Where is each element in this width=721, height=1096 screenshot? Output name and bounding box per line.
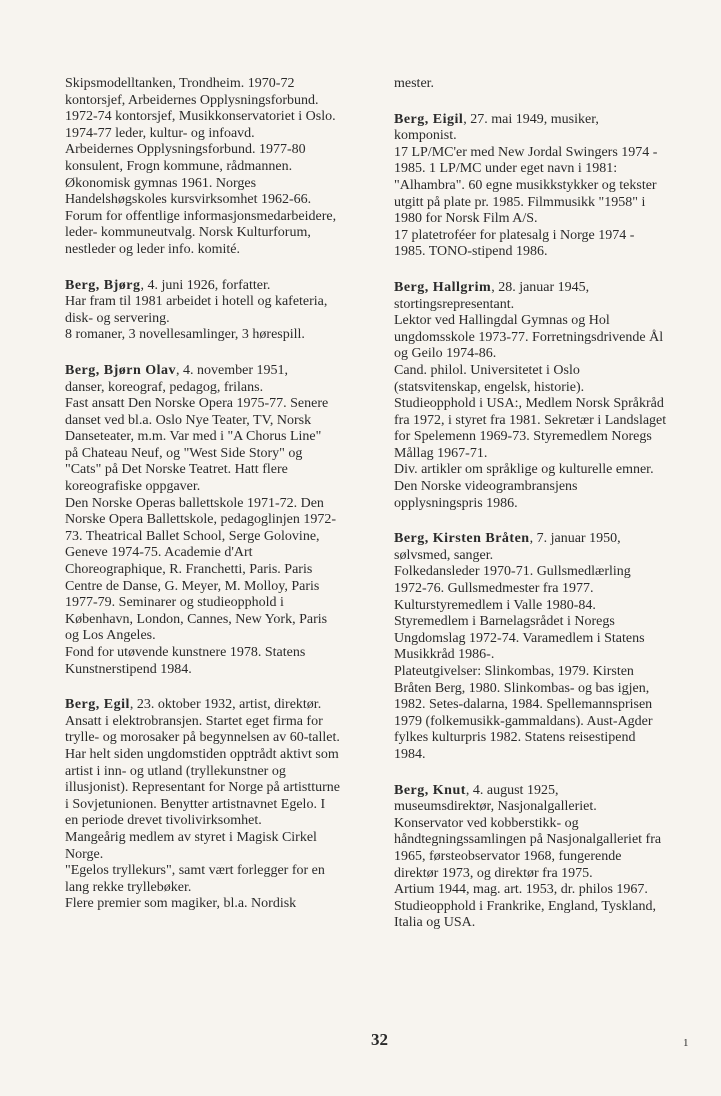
text-line: Arbeidernes Opplysningsforbund. 1977-80 — [65, 142, 306, 158]
text-line: komponist. — [394, 128, 457, 144]
text-line: sølvsmed, sanger. — [394, 547, 494, 563]
text-line: leder- kommuneutvalg. Norsk Kulturforum, — [65, 225, 311, 241]
text-line: artist i inn- og utland (tryllekunstner og — [65, 763, 286, 779]
text-line: opplysningspris 1986. — [394, 495, 518, 511]
entry-heading-rest: , 28. januar 1945, — [491, 279, 590, 295]
entry-heading-rest: , 4. august 1925, — [465, 782, 559, 798]
text-line: 1984. — [394, 746, 426, 762]
text-line: Økonomisk gymnas 1961. Norges — [65, 175, 257, 191]
text-line: Kunstnerstipend 1984. — [65, 661, 192, 677]
text-line: for Spelemenn 1969-73. Styremedlem Noregs — [394, 429, 652, 445]
text-line: Kulturstyremedlem i Valle 1980-84. — [394, 597, 596, 613]
text-line: Bråten Berg, 1980. Slinkombas- og bas igjen, — [394, 680, 650, 696]
text-line: Norge. — [65, 846, 104, 862]
text-line: Lektor ved Hallingdal Gymnas og Hol — [394, 313, 610, 329]
text-line: konsulent, Frogn kommune, rådmannen. — [65, 158, 293, 174]
text-line: "Egelos tryllekurs", samt vært forlegger for en — [65, 863, 325, 879]
text-line: Centre de Danse, G. Meyer, M. Molloy, Paris — [65, 578, 320, 594]
text-line: 17 platetroféer for platesalg i Norge 1974 - — [394, 227, 635, 243]
text-line: lang rekke tryllebøker. — [65, 879, 192, 895]
entry-name: Berg, Bjørg — [65, 277, 141, 293]
text-line: 1979 (folkemusikk-gammaldans). Aust-Agder — [394, 713, 653, 729]
text-line: Ansatt i elektrobransjen. Startet eget firma for — [65, 713, 323, 729]
text-line: 1985. TONO-stipend 1986. — [394, 244, 548, 260]
entry-heading-rest: , 23. oktober 1932, artist, direktør. — [129, 697, 322, 713]
text-line: Geneve 1974-75. Academie d'Art — [65, 545, 253, 561]
text-line: fylkes kulturpris 1982. Statens reisestipend — [394, 730, 636, 746]
text-line: en periode drevet tivolivirksomhet. — [65, 813, 262, 829]
text-line: trylle- og morosaker på begynnelsen av 60-tallet. — [65, 730, 340, 746]
text-line: mester. — [394, 76, 435, 91]
entry-heading — [65, 363, 370, 380]
text-line: Norske Opera Ballettskole, pedagoglinjen 1972- — [65, 512, 336, 528]
text-line: håndtegningssamlingen på Nasjonalgalleriet fra — [394, 832, 662, 848]
text-line: Choreographique, R. Franchetti, Paris. Paris — [65, 562, 313, 578]
text-line: Studieopphold i USA:, Medlem Norsk Språkråd — [394, 396, 664, 412]
text-line: 1974-77 leder, kultur- og infoavd. — [65, 125, 255, 141]
entry-heading-rest: , 7. januar 1950, — [529, 531, 621, 547]
biography-entry — [394, 531, 699, 763]
text-line: danser, koreograf, pedagog, frilans. — [65, 379, 264, 395]
text-line: og Geilo 1974-86. — [394, 346, 497, 362]
text-line: Italia og USA. — [394, 915, 476, 931]
entry-name: Berg, Egil — [65, 697, 130, 713]
text-line: 1977-79. Seminarer og studieopphold i — [65, 595, 284, 611]
biography-entry — [65, 697, 370, 913]
entry-name: Berg, Knut — [394, 782, 466, 798]
text-line: Danseteater, m.m. Var med i "A Chorus Line" — [65, 429, 322, 445]
text-line: Den Norske Operas ballettskole 1971-72. Den — [65, 495, 324, 511]
text-line: 1965, førsteobservator 1968, fungerende — [394, 848, 622, 864]
text-line: museumsdirektør, Nasjonalgalleriet. — [394, 799, 597, 815]
text-line: Flere premier som magiker, bl.a. Nordisk — [65, 896, 297, 912]
text-line: 73. Theatrical Ballet School, Serge Golovine, — [65, 528, 320, 544]
entry-name: Berg, Bjørn Olav — [65, 362, 177, 378]
text-line: illusjonist). Representant for Norge på artistturne — [65, 780, 341, 796]
entry-heading-rest: , 27. mai 1949, musiker, — [463, 111, 599, 127]
text-line: Forum for offentlige informasjonsmedarbeidere, — [65, 208, 337, 224]
left-column — [65, 76, 370, 932]
text-line: Mållag 1967-71. — [394, 445, 488, 461]
page-number: 32 — [371, 1030, 388, 1049]
text-line: 1972-74 kontorsjef, Musikkonservatoriet i Oslo. — [65, 109, 336, 125]
text-line: Ungdomslag 1972-74. Varamedlem i Statens — [394, 630, 645, 646]
text-line: Fast ansatt Den Norske Opera 1975-77. Senere — [65, 396, 329, 412]
text-line: Cand. philol. Universitetet i Oslo — [394, 362, 580, 378]
biography-entry — [394, 280, 699, 512]
corner-mark: 1 — [683, 1037, 689, 1049]
entry-name: Berg, Kirsten Bråten — [394, 531, 530, 547]
biography-entry — [394, 112, 699, 261]
biography-entry — [394, 783, 699, 932]
entry-name: Berg, Eigil — [394, 111, 464, 127]
entry-heading-rest: , 4. juni 1926, forfatter. — [140, 277, 271, 293]
text-line: Studieopphold i Frankrike, England, Tyskland, — [394, 898, 657, 914]
text-line: 8 romaner, 3 novellesamlinger, 3 hørespill. — [65, 327, 305, 343]
text-line: Handelshøgskoles kursvirksomhet 1962-66. — [65, 192, 312, 208]
entry-heading — [394, 783, 699, 800]
text-line: (statsvitenskap, engelsk, historie). — [394, 379, 585, 395]
text-line: Fond for utøvende kunstnere 1978. Statens — [65, 645, 306, 660]
text-line: 1985. 1 LP/MC under eget navn i 1981: — [394, 161, 618, 177]
entry-heading — [394, 112, 699, 129]
text-line: Plateutgivelser: Slinkombas, 1979. Kirsten — [394, 664, 634, 679]
biography-entry — [65, 278, 370, 344]
text-line: utgitt på plate pr. 1985. Filmmusikk "1958" i — [394, 194, 646, 210]
continuation-paragraph — [65, 76, 370, 259]
text-line: København, London, Cannes, New York, Paris — [65, 611, 328, 627]
entry-heading — [394, 280, 699, 297]
text-line: nestleder og leder info. komité. — [65, 241, 240, 257]
entry-heading — [65, 697, 370, 714]
entry-name: Berg, Hallgrim — [394, 279, 492, 295]
right-column — [394, 76, 699, 951]
text-line: og Los Angeles. — [65, 628, 156, 644]
text-line: koreografiske oppgaver. — [65, 479, 201, 495]
text-line: på Chateau Neuf, og "West Side Story" og — [65, 445, 303, 461]
text-line: Skipsmodelltanken, Trondheim. 1970-72 — [65, 76, 295, 91]
text-line: Styremedlem i Barnelagsrådet i Noregs — [394, 614, 615, 630]
text-line: 1980 for Norsk Film A/S. — [394, 211, 538, 227]
entry-heading-rest: , 4. november 1951, — [176, 362, 289, 378]
entry-heading — [394, 531, 699, 548]
text-line: 1982. Setes-dalarna, 1984. Spellemannsprisen — [394, 697, 653, 713]
text-line: stortingsrepresentant. — [394, 296, 515, 312]
text-line: "Alhambra". 60 egne musikkstykker og tekster — [394, 177, 657, 193]
text-line: Div. artikler om språklige og kulturelle emner. — [394, 462, 654, 478]
text-line: Konservator ved kobberstikk- og — [394, 815, 579, 831]
text-line: Den Norske videogrambransjens — [394, 479, 578, 495]
text-line: Har fram til 1981 arbeidet i hotell og kafeteria, — [65, 294, 328, 310]
continuation-paragraph — [394, 76, 699, 93]
text-line: Musikkråd 1986-. — [394, 647, 495, 663]
text-line: 17 LP/MC'er med New Jordal Swingers 1974 - — [394, 144, 658, 160]
text-line: Mangeårig medlem av styret i Magisk Cirkel — [65, 829, 317, 845]
entry-heading — [65, 278, 370, 295]
text-line: "Cats" på Det Norske Teatret. Hatt flere — [65, 462, 288, 478]
text-line: ungdomsskole 1973-77. Forretningsdrivende Ål — [394, 329, 664, 345]
text-line: 1972-76. Gullsmedmester fra 1977. — [394, 581, 594, 597]
text-line: Artium 1944, mag. art. 1953, dr. philos 1967. — [394, 882, 648, 898]
text-line: fra 1972, i styret fra 1981. Sekretær i Landslaget — [394, 412, 667, 428]
text-line: disk- og servering. — [65, 310, 170, 326]
text-line: Folkedansleder 1970-71. Gullsmedlærling — [394, 564, 631, 580]
biography-entry — [65, 363, 370, 678]
text-line: Har helt siden ungdomstiden opptrådt aktivt som — [65, 746, 339, 762]
text-line: i Sovjetunionen. Benytter artistnavnet Egelo. I — [65, 796, 326, 812]
text-line: danset ved bl.a. Oslo Nye Teater, TV, Norsk — [65, 412, 312, 428]
text-line: kontorsjef, Arbeidernes Opplysningsforbund. — [65, 92, 319, 108]
text-line: direktør 1973, og direktør fra 1975. — [394, 865, 593, 881]
